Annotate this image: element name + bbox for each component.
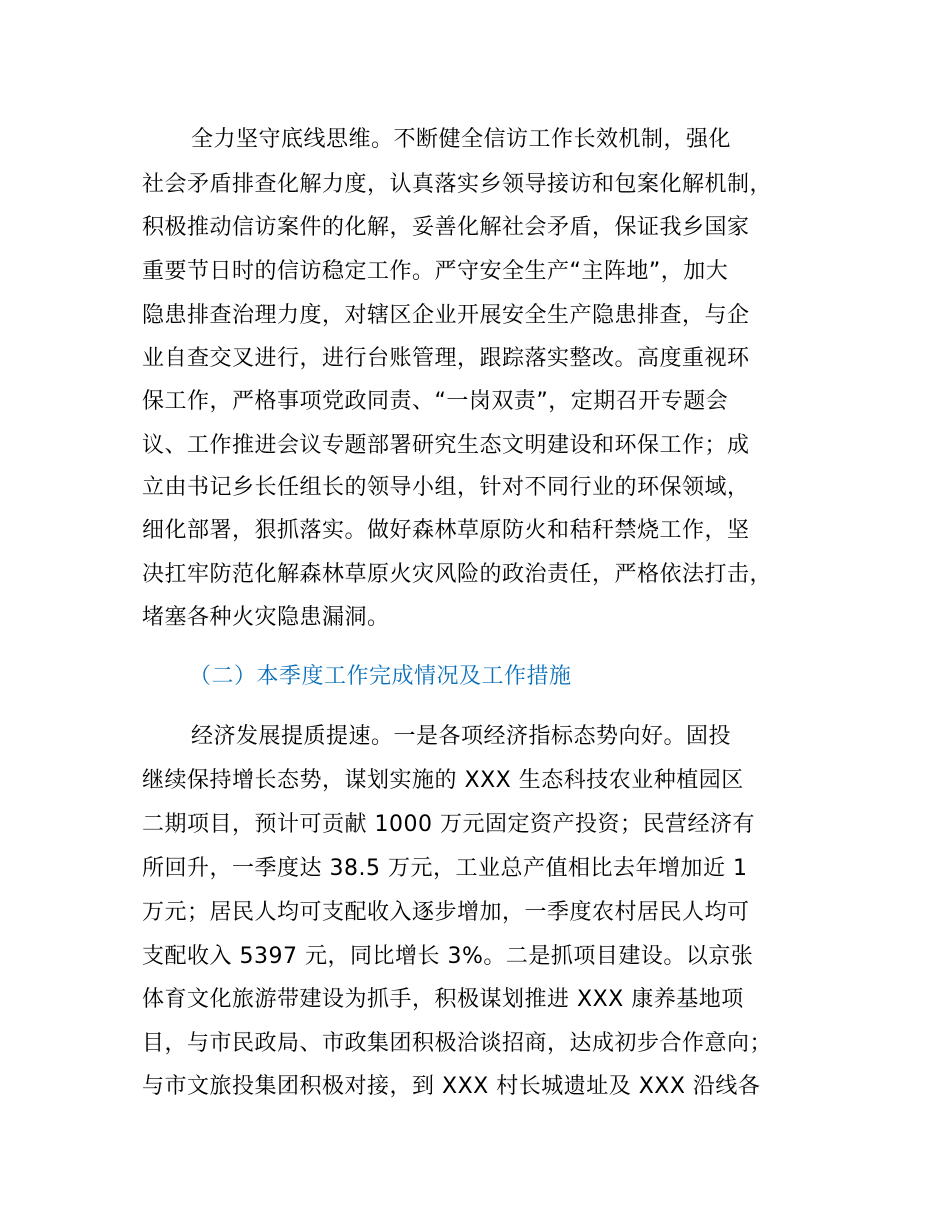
paragraph-line: 重要节日时的信访稳定工作。严守安全生产“主阵地”，加大 [142,259,729,284]
paragraph-line: 保工作，严格事项党政同责、“一岗双责”，定期召开专题会 [142,389,729,414]
paragraph-line: 经济发展提质提速。一是各项经济指标态势向好。固投 [191,724,732,749]
paragraph-line: 所回升，一季度达 38.5 万元，工业总产值相比去年增加近 1 [142,856,748,881]
section-heading: （二）本季度工作完成情况及工作措施 [189,664,572,689]
paragraph-line: 积极推动信访案件的化解，妥善化解社会矛盾，保证我乡国家 [142,215,750,240]
paragraph-line: 体育文化旅游带建设为抓手，积极谋划推进 XXX 康养基地项 [142,987,744,1012]
paragraph-line: 目，与市民政局、市政集团积极洽谈招商，达成初步合作意向； [142,1031,773,1056]
paragraph-line: 堵塞各种火灾隐患漏洞。 [142,605,390,630]
paragraph-line: 细化部署，狠抓落实。做好森林草原防火和秸秆禁烧工作，坚 [142,518,750,543]
paragraph-line: 社会矛盾排查化解力度，认真落实乡领导接访和包案化解机制， [142,172,773,197]
paragraph-line: 议、工作推进会议专题部署研究生态文明建设和环保工作；成 [142,433,750,458]
paragraph-line: 决扛牢防范化解森林草原火灾风险的政治责任，严格依法打击， [142,562,773,587]
paragraph-line: 二期项目，预计可贡献 1000 万元固定资产投资；民营经济有 [142,812,755,837]
paragraph-line: 业自查交叉进行，进行台账管理，跟踪落实整改。高度重视环 [142,346,750,371]
paragraph-line: 万元；居民人均可支配收入逐步增加，一季度农村居民人均可 [142,900,750,925]
paragraph-line: 继续保持增长态势，谋划实施的 XXX 生态科技农业种植园区 [142,768,744,793]
paragraph-line: 支配收入 5397 元，同比增长 3%。二是抓项目建设。以京张 [142,944,754,969]
paragraph-line: 隐患排查治理力度，对辖区企业开展安全生产隐患排查，与企 [142,303,750,328]
paragraph-line: 与市文旅投集团积极对接，到 XXX 村长城遗址及 XXX 沿线各 [142,1074,761,1099]
paragraph-line: 全力坚守底线思维。不断健全信访工作长效机制，强化 [191,127,732,152]
paragraph-line: 立由书记乡长任组长的领导小组，针对不同行业的环保领域， [142,475,750,500]
